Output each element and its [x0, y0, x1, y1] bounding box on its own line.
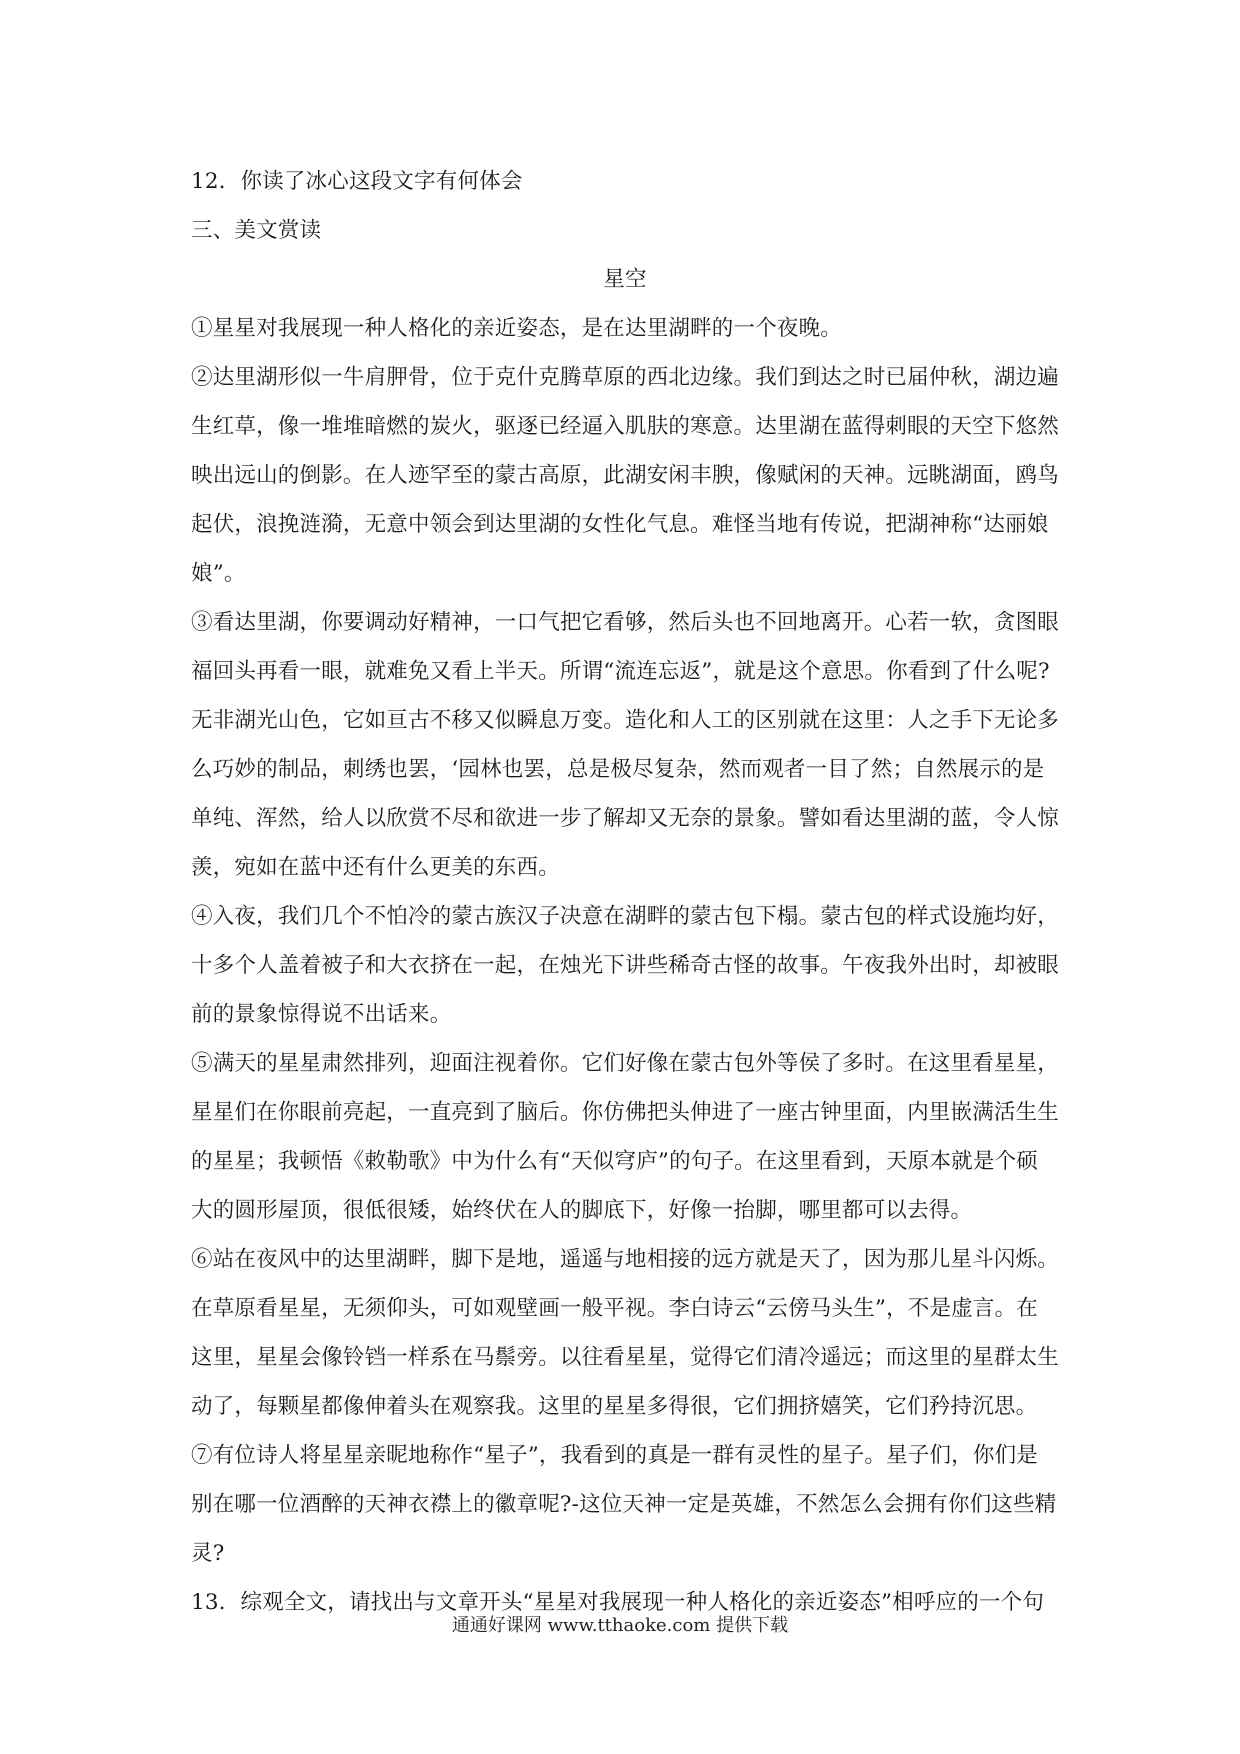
article-line: ②达里湖形似一牛肩胛骨，位于克什克腾草原的西北边缘。我们到达之时已届仲秋，湖边遍 — [191, 365, 1060, 390]
article-line: 别在哪一位酒醉的天神衣襟上的徽章呢?-这位天神一定是英雄，不然怎么会拥有你们这些精 — [191, 1492, 1057, 1517]
article-line: ④入夜，我们几个不怕冷的蒙古族汉子决意在湖畔的蒙古包下榻。蒙古包的样式设施均好， — [191, 904, 1060, 929]
question-12: 12．你读了冰心这段文字有何体会 — [191, 169, 523, 194]
article-title: 星空 — [603, 267, 647, 292]
article-line: 起伏，浪挽涟漪，无意中领会到达里湖的女性化气息。难怪当地有传说，把湖神称“达丽娘 — [191, 512, 1049, 537]
article-line: 生红草，像一堆堆暗燃的炭火，驱逐已经逼入肌肤的寒意。达里湖在蓝得刺眼的天空下悠然 — [191, 414, 1060, 439]
article-line: 灵? — [191, 1541, 225, 1566]
article-line: 么巧妙的制品，刺绣也罢，‘园林也罢，总是极尽复杂，然而观者一目了然；自然展示的是 — [191, 757, 1045, 782]
article-line: ⑦有位诗人将星星亲昵地称作“星子”，我看到的真是一群有灵性的星子。星子们，你们是 — [191, 1443, 1038, 1468]
article-line: 映出远山的倒影。在人迹罕至的蒙古高原，此湖安闲丰腴，像赋闲的天神。远眺湖面，鸥鸟 — [191, 463, 1060, 488]
footer-download-note: 通通好课网 www.tthaoke.com 提供下载 — [451, 1615, 789, 1636]
article-line: 前的景象惊得说不出话来。 — [191, 1002, 452, 1027]
article-line: 福回头再看一眼，就难免又看上半天。所谓“流连忘返”，就是这个意思。你看到了什么呢? — [191, 659, 1050, 684]
section-heading: 三、美文赏读 — [191, 218, 322, 243]
article-line: ③看达里湖，你要调动好精神，一口气把它看够，然后头也不回地离开。心若一软，贪图眼 — [191, 610, 1060, 635]
article-line: 星星们在你眼前亮起，一直亮到了脑后。你仿佛把头伸进了一座古钟里面，内里嵌满活生生 — [191, 1100, 1060, 1125]
article-line: ①星星对我展现一种人格化的亲近姿态，是在达里湖畔的一个夜晚。 — [191, 316, 843, 341]
article-line: 这里，星星会像铃铛一样系在马鬃旁。以往看星星，觉得它们清冷遥远；而这里的星群太生 — [191, 1345, 1060, 1370]
article-line: 在草原看星星，无须仰头，可如观壁画一般平视。李白诗云“云傍马头生”，不是虚言。在 — [191, 1296, 1038, 1321]
article-line: 单纯、浑然，给人以欣赏不尽和欲进一步了解却又无奈的景象。譬如看达里湖的蓝，令人惊 — [191, 806, 1060, 831]
question-13: 13．综观全文，请找出与文章开头“星星对我展现一种人格化的亲近姿态”相呼应的一个句 — [191, 1590, 1045, 1615]
article-line: 娘”。 — [191, 561, 246, 586]
article-line: 羡，宛如在蓝中还有什么更美的东西。 — [191, 855, 560, 880]
article-line: 大的圆形屋顶，很低很矮，始终伏在人的脚底下，好像一抬脚，哪里都可以去得。 — [191, 1198, 973, 1223]
article-body — [191, 304, 1059, 1578]
article-line: 无非湖光山色，它如亘古不移又似瞬息万变。造化和人工的区别就在这里：人之手下无论多 — [191, 708, 1060, 733]
article-line: 十多个人盖着被子和大衣挤在一起，在烛光下讲些稀奇古怪的故事。午夜我外出时，却被眼 — [191, 953, 1060, 978]
article-line: ⑤满天的星星肃然排列，迎面注视着你。它们好像在蒙古包外等侯了多时。在这里看星星， — [191, 1051, 1060, 1076]
article-line: 动了，每颗星都像伸着头在观察我。这里的星星多得很，它们拥挤嬉笑，它们矜持沉思。 — [191, 1394, 1038, 1419]
article-line: 的星星；我顿悟《敕勒歌》中为什么有“天似穹庐”的句子。在这里看到，天原本就是个硕 — [191, 1149, 1038, 1174]
article-line: ⑥站在夜风中的达里湖畔，脚下是地，遥遥与地相接的远方就是天了，因为那儿星斗闪烁。 — [191, 1247, 1060, 1272]
document-body — [191, 157, 1059, 1627]
